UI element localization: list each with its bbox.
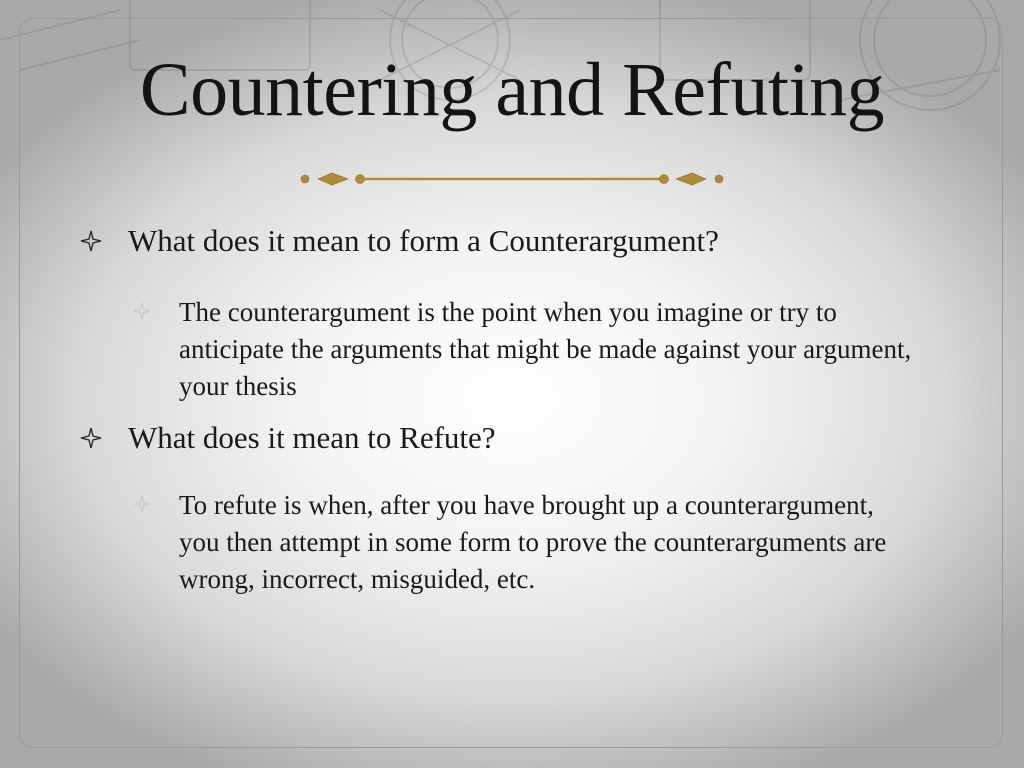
bullet-text: What does it mean to Refute? — [128, 420, 496, 455]
slide-title: Countering and Refuting — [139, 48, 885, 132]
sub-bullet-text: To refute is when, after you have brought up a counterargument, you then attempt in some form to prove the counterarguments are wrong, incorrect, misguided, etc. — [179, 490, 887, 594]
sub-bullet-text: The counterargument is the point when you imagine or try to anticipate the arguments that might be made against your argument, your thesis — [179, 297, 912, 401]
bullet-text: What does it mean to form a Counterargument? — [128, 223, 719, 258]
sub-bullet-item — [130, 487, 920, 598]
bullet-item — [78, 419, 978, 457]
sub-bullet-item — [130, 294, 920, 405]
bullet-item — [78, 222, 978, 260]
four-point-star-light-icon — [130, 294, 179, 320]
four-point-star-outline-icon — [78, 419, 128, 449]
slide-content — [78, 222, 978, 598]
ornamental-divider-icon — [296, 167, 728, 191]
four-point-star-light-icon — [130, 487, 179, 513]
four-point-star-outline-icon — [78, 222, 128, 252]
